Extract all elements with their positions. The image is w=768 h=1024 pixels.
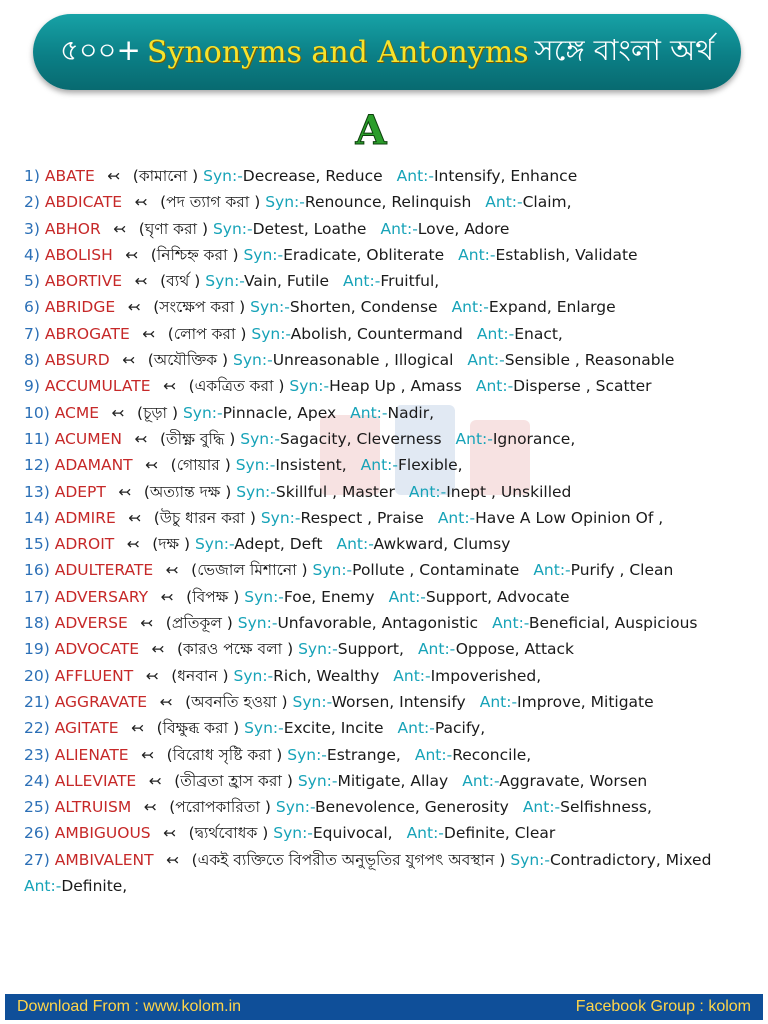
entry-antonyms: Fruitful, <box>380 272 440 291</box>
entry-synonyms: Unfavorable, Antagonistic <box>277 614 479 633</box>
synonym-label: Syn:- <box>233 666 274 685</box>
antonym-label: Ant:- <box>406 824 444 843</box>
entry-word: ADVERSE <box>54 614 128 633</box>
entry-bangla-meaning: (অযৌক্তিক ) <box>147 351 229 370</box>
word-entry <box>24 610 754 636</box>
entry-word: AGITATE <box>54 719 119 738</box>
word-entry <box>24 216 754 242</box>
entry-synonyms: Respect , Praise <box>300 508 424 527</box>
entry-word: ABDICATE <box>44 193 123 212</box>
entry-number: 22) <box>24 719 50 738</box>
entry-antonyms: Support, Advocate <box>425 587 570 606</box>
word-entry <box>24 636 754 662</box>
word-entry <box>24 820 754 846</box>
entry-word: AMBIVALENT <box>54 850 154 869</box>
arrow-icon: ↢ <box>165 561 179 580</box>
entry-antonyms: Definite, <box>61 877 128 896</box>
antonym-label: Ant:- <box>360 456 398 475</box>
entry-antonyms: Beneficial, Auspicious <box>528 614 698 633</box>
entry-bangla-meaning: (অত্যান্ত দক্ষ ) <box>143 482 232 501</box>
entry-antonyms: Reconcile, <box>452 745 532 764</box>
word-entry <box>24 847 754 900</box>
synonym-label: Syn:- <box>205 272 244 291</box>
entry-synonyms: Support, <box>337 640 404 659</box>
entry-antonyms: Awkward, Clumsy <box>373 535 511 554</box>
antonym-label: Ant:- <box>467 351 505 370</box>
entry-word: ABROGATE <box>44 324 130 343</box>
footer-bar <box>5 994 763 1020</box>
word-list <box>24 163 754 899</box>
entry-bangla-meaning: (বিক্ষুব্ধ করা ) <box>156 719 240 738</box>
word-entry <box>24 373 754 399</box>
entry-synonyms: Insistent, <box>275 456 347 475</box>
synonym-label: Syn:- <box>289 377 330 396</box>
entry-antonyms: Disperse , Scatter <box>513 377 652 396</box>
word-entry <box>24 663 754 689</box>
antonym-label: Ant:- <box>397 719 435 738</box>
synonym-label: Syn:- <box>237 614 278 633</box>
arrow-icon: ↢ <box>126 535 140 554</box>
entry-word: ACME <box>54 403 100 422</box>
antonym-label: Ant:- <box>458 245 496 264</box>
entry-word: ADVERSARY <box>54 587 149 606</box>
arrow-icon: ↢ <box>113 219 127 238</box>
antonym-label: Ant:- <box>451 298 489 317</box>
entry-word: ALTRUISM <box>54 798 132 817</box>
entry-synonyms: Abolish, Countermand <box>290 324 463 343</box>
entry-bangla-meaning: (উচু ধারন করা ) <box>153 508 256 527</box>
synonym-label: Syn:- <box>251 324 291 343</box>
arrow-icon: ↢ <box>134 193 148 212</box>
synonym-label: Syn:- <box>265 193 305 212</box>
antonym-label: Ant:- <box>414 745 453 764</box>
entry-number: 24) <box>24 771 50 790</box>
entry-number: 17) <box>24 587 50 606</box>
entry-bangla-meaning: (ব্যর্থ ) <box>160 272 201 291</box>
arrow-icon: ↢ <box>151 640 165 659</box>
word-entry <box>24 400 754 426</box>
word-entry <box>24 742 754 768</box>
word-entry <box>24 242 754 268</box>
antonym-label: Ant:- <box>485 193 523 212</box>
entry-number: 4) <box>24 245 40 264</box>
antonym-label: Ant:- <box>475 377 514 396</box>
arrow-icon: ↢ <box>118 482 132 501</box>
entry-bangla-meaning: (তীক্ষ্ণ বুদ্ধি ) <box>159 429 236 448</box>
entry-bangla-meaning: (ঘৃণা করা ) <box>138 219 208 238</box>
title-prefix: ৫০০+ <box>60 32 141 67</box>
synonym-label: Syn:- <box>260 508 301 527</box>
antonym-label: Ant:- <box>336 535 374 554</box>
entry-synonyms: Foe, Enemy <box>283 587 375 606</box>
entry-number: 10) <box>24 403 50 422</box>
antonym-label: Ant:- <box>479 692 518 711</box>
word-entry <box>24 479 754 505</box>
entry-bangla-meaning: (একই ব্যক্তিতে বিপরীত অনুভূতির যুগপৎ অবস্থান ) <box>191 850 506 869</box>
entry-word: ADROIT <box>54 535 115 554</box>
entry-synonyms: Shorten, Condense <box>289 298 438 317</box>
antonym-label: Ant:- <box>24 877 62 896</box>
entry-bangla-meaning: (প্রতিকূল ) <box>165 614 233 633</box>
entry-synonyms: Renounce, Relinquish <box>304 193 472 212</box>
word-entry <box>24 189 754 215</box>
entry-antonyms: Nadir, <box>387 403 435 422</box>
entry-number: 5) <box>24 272 40 291</box>
entry-word: ABSURD <box>44 351 110 370</box>
word-entry <box>24 426 754 452</box>
arrow-icon: ↢ <box>125 245 139 264</box>
entry-number: 23) <box>24 745 50 764</box>
synonym-label: Syn:- <box>194 535 235 554</box>
entry-bangla-meaning: (কারও পক্ষে বলা ) <box>177 640 294 659</box>
entry-antonyms: Claim, <box>522 193 572 212</box>
word-entry <box>24 531 754 557</box>
synonym-label: Syn:- <box>312 561 353 580</box>
entry-word: ALIENATE <box>54 745 129 764</box>
entry-antonyms: Flexible, <box>397 456 463 475</box>
word-entry <box>24 268 754 294</box>
antonym-label: Ant:- <box>408 482 447 501</box>
antonym-label: Ant:- <box>417 640 456 659</box>
antonym-label: Ant:- <box>388 587 426 606</box>
synonym-label: Syn:- <box>273 824 313 843</box>
entry-bangla-meaning: (লোপ করা ) <box>167 324 247 343</box>
entry-synonyms: Adept, Deft <box>234 535 323 554</box>
entry-bangla-meaning: (ধনবান ) <box>171 666 229 685</box>
entry-synonyms: Benevolence, Generosity <box>315 798 509 817</box>
arrow-icon: ↢ <box>160 587 174 606</box>
synonym-label: Syn:- <box>236 482 276 501</box>
synonym-label: Syn:- <box>244 719 284 738</box>
word-entry <box>24 794 754 820</box>
entry-number: 1) <box>24 167 40 185</box>
arrow-icon: ↢ <box>131 719 145 738</box>
arrow-icon: ↢ <box>107 167 121 185</box>
entry-number: 13) <box>24 482 50 501</box>
entry-antonyms: Expand, Enlarge <box>488 298 616 317</box>
synonym-label: Syn:- <box>243 245 284 264</box>
entry-number: 12) <box>24 456 50 475</box>
arrow-icon: ↢ <box>134 429 148 448</box>
entry-number: 18) <box>24 614 50 633</box>
word-entry <box>24 505 754 531</box>
entry-word: ABHOR <box>44 219 101 238</box>
entry-bangla-meaning: (গোয়ার ) <box>170 456 231 475</box>
synonym-label: Syn:- <box>287 745 327 764</box>
entry-word: ACUMEN <box>54 429 122 448</box>
entry-antonyms: Improve, Mitigate <box>517 692 654 711</box>
entry-word: ALLEVIATE <box>54 771 137 790</box>
arrow-icon: ↢ <box>111 403 125 422</box>
entry-word: AGGRAVATE <box>54 692 148 711</box>
entry-synonyms: Decrease, Reduce <box>242 167 383 185</box>
entry-synonyms: Detest, Loathe <box>252 219 367 238</box>
entry-antonyms: Impoverished, <box>430 666 542 685</box>
entry-number: 15) <box>24 535 50 554</box>
word-entry <box>24 452 754 478</box>
entry-word: ADAMANT <box>54 456 133 475</box>
entry-number: 8) <box>24 351 40 370</box>
entry-bangla-meaning: (চূড়া ) <box>137 403 178 422</box>
entry-synonyms: Contradictory, Mixed <box>549 850 712 869</box>
entry-antonyms: Selfishness, <box>560 798 652 817</box>
entry-number: 9) <box>24 377 40 396</box>
title-main: Synonyms and Antonyms <box>146 34 529 70</box>
entry-bangla-meaning: (কামানো ) <box>132 167 199 185</box>
entry-bangla-meaning: (বিপক্ষ ) <box>186 587 240 606</box>
synonym-label: Syn:- <box>235 456 276 475</box>
entry-bangla-meaning: (অবনতি হওয়া ) <box>185 692 288 711</box>
entry-bangla-meaning: (তীব্রতা হ্রাস করা ) <box>174 771 293 790</box>
entry-number: 25) <box>24 798 50 817</box>
entry-number: 27) <box>24 850 50 869</box>
entry-synonyms: Excite, Incite <box>283 719 384 738</box>
entry-word: ABORTIVE <box>44 272 123 291</box>
synonym-label: Syn:- <box>240 429 280 448</box>
entry-synonyms: Unreasonable , Illogical <box>272 351 454 370</box>
synonym-label: Syn:- <box>510 850 550 869</box>
arrow-icon: ↢ <box>148 771 162 790</box>
antonym-label: Ant:- <box>350 403 388 422</box>
arrow-icon: ↢ <box>122 351 136 370</box>
synonym-label: Syn:- <box>250 298 290 317</box>
synonym-label: Syn:- <box>212 219 253 238</box>
arrow-icon: ↢ <box>163 377 177 396</box>
entry-antonyms: Aggravate, Worsen <box>499 771 648 790</box>
word-entry <box>24 163 754 189</box>
entry-number: 14) <box>24 508 50 527</box>
antonym-label: Ant:- <box>492 614 529 633</box>
entry-antonyms: Oppose, Attack <box>455 640 575 659</box>
entry-antonyms: Inept , Unskilled <box>446 482 572 501</box>
entry-number: 26) <box>24 824 50 843</box>
word-entry <box>24 715 754 741</box>
arrow-icon: ↢ <box>145 666 159 685</box>
antonym-label: Ant:- <box>393 666 431 685</box>
antonym-label: Ant:- <box>437 508 476 527</box>
entry-bangla-meaning: (নিশ্চিহ্ন করা ) <box>150 245 239 264</box>
entry-synonyms: Mitigate, Allay <box>337 771 449 790</box>
entry-synonyms: Worsen, Intensify <box>331 692 466 711</box>
entry-number: 20) <box>24 666 50 685</box>
word-entry <box>24 584 754 610</box>
entry-synonyms: Vain, Futile <box>243 272 329 291</box>
entry-synonyms: Eradicate, Obliterate <box>283 245 445 264</box>
synonym-label: Syn:- <box>297 771 338 790</box>
arrow-icon: ↢ <box>143 798 157 817</box>
entry-synonyms: Rich, Wealthy <box>273 666 380 685</box>
arrow-icon: ↢ <box>127 298 141 317</box>
arrow-icon: ↢ <box>141 745 155 764</box>
antonym-label: Ant:- <box>462 771 500 790</box>
entry-synonyms: Pollute , Contaminate <box>352 561 520 580</box>
antonym-label: Ant:- <box>396 167 434 185</box>
antonym-label: Ant:- <box>533 561 571 580</box>
entry-word: ADVOCATE <box>54 640 139 659</box>
entry-word: AMBIGUOUS <box>54 824 151 843</box>
word-entry <box>24 294 754 320</box>
facebook-group-link[interactable]: Facebook Group : kolom <box>575 998 751 1015</box>
entry-word: AFFLUENT <box>54 666 134 685</box>
entry-antonyms: Definite, Clear <box>443 824 556 843</box>
entry-antonyms: Purify , Clean <box>570 561 674 580</box>
title-banner <box>33 14 741 90</box>
entry-antonyms: Establish, Validate <box>495 245 638 264</box>
arrow-icon: ↢ <box>166 850 180 869</box>
synonym-label: Syn:- <box>203 167 243 185</box>
entry-word: ADULTERATE <box>54 561 154 580</box>
entry-bangla-meaning: (দক্ষ ) <box>152 535 191 554</box>
synonym-label: Syn:- <box>298 640 338 659</box>
antonym-label: Ant:- <box>380 219 418 238</box>
section-letter: A <box>355 107 387 154</box>
arrow-icon: ↢ <box>159 692 173 711</box>
entry-number: 6) <box>24 298 40 317</box>
entry-bangla-meaning: (পরোপকারিতা ) <box>169 798 271 817</box>
entry-bangla-meaning: (ভেজাল মিশানো ) <box>191 561 308 580</box>
entry-word: ADEPT <box>54 482 106 501</box>
antonym-label: Ant:- <box>343 272 381 291</box>
entry-synonyms: Pinnacle, Apex <box>222 403 337 422</box>
entry-antonyms: Pacify, <box>434 719 486 738</box>
entry-number: 2) <box>24 193 40 212</box>
entry-bangla-meaning: (পদ ত্যাগ করা ) <box>160 193 261 212</box>
entry-synonyms: Skillful , Master <box>275 482 395 501</box>
arrow-icon: ↢ <box>145 456 159 475</box>
entry-synonyms: Sagacity, Cleverness <box>279 429 442 448</box>
entry-word: ABATE <box>44 167 95 185</box>
entry-word: ADMIRE <box>54 508 116 527</box>
entry-number: 11) <box>24 429 50 448</box>
entry-synonyms: Equivocal, <box>312 824 393 843</box>
title-suffix: সঙ্গে বাংলা অর্থ <box>534 32 714 67</box>
entry-synonyms: Estrange, <box>326 745 401 764</box>
arrow-icon: ↢ <box>142 324 156 343</box>
entry-antonyms: Sensible , Reasonable <box>504 351 675 370</box>
arrow-icon: ↢ <box>140 614 154 633</box>
antonym-label: Ant:- <box>455 429 493 448</box>
word-entry <box>24 557 754 583</box>
word-entry <box>24 321 754 347</box>
entry-number: 7) <box>24 324 40 343</box>
synonym-label: Syn:- <box>275 798 315 817</box>
word-entry <box>24 689 754 715</box>
entry-bangla-meaning: (দ্ব্যর্থবোধক ) <box>188 824 269 843</box>
entry-antonyms: Ignorance, <box>492 429 576 448</box>
entry-bangla-meaning: (একত্রিত করা ) <box>188 377 285 396</box>
entry-number: 16) <box>24 561 50 580</box>
entry-word: ABOLISH <box>44 245 113 264</box>
entry-bangla-meaning: (সংক্ষেপ করা ) <box>153 298 246 317</box>
synonym-label: Syn:- <box>244 587 284 606</box>
antonym-label: Ant:- <box>476 324 515 343</box>
arrow-icon: ↢ <box>163 824 177 843</box>
entry-antonyms: Love, Adore <box>417 219 510 238</box>
entry-word: ABRIDGE <box>44 298 116 317</box>
download-link[interactable]: Download From : www.kolom.in <box>17 998 242 1015</box>
word-entry <box>24 768 754 794</box>
entry-antonyms: Have A Low Opinion Of , <box>475 508 664 527</box>
entry-number: 19) <box>24 640 50 659</box>
synonym-label: Syn:- <box>182 403 223 422</box>
entry-antonyms: Intensify, Enhance <box>433 167 578 185</box>
entry-word: ACCUMULATE <box>44 377 151 396</box>
antonym-label: Ant:- <box>522 798 561 817</box>
entry-synonyms: Heap Up , Amass <box>329 377 462 396</box>
arrow-icon: ↢ <box>134 272 148 291</box>
synonym-label: Syn:- <box>233 351 273 370</box>
synonym-label: Syn:- <box>292 692 332 711</box>
entry-bangla-meaning: (বিরোধ সৃষ্টি করা ) <box>166 745 283 764</box>
entry-number: 21) <box>24 692 50 711</box>
entry-antonyms: Enact, <box>514 324 563 343</box>
word-entry <box>24 347 754 373</box>
entry-number: 3) <box>24 219 40 238</box>
arrow-icon: ↢ <box>128 508 142 527</box>
